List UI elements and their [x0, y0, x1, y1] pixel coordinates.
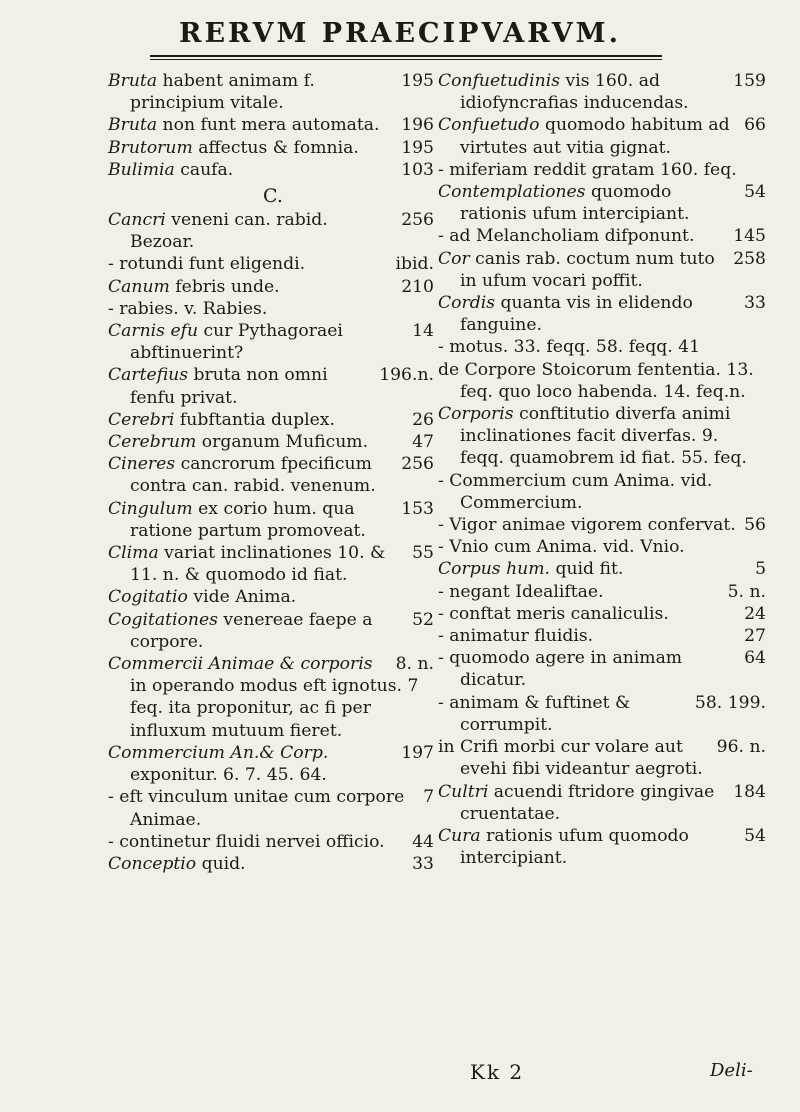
entry-text: - continetur fluidi nervei officio. — [108, 831, 385, 852]
page-reference: 5. n. — [727, 581, 766, 602]
entry-text: quid fit. — [549, 559, 624, 580]
page-reference: 26 — [412, 409, 434, 430]
page-reference: 27 — [744, 626, 766, 647]
entry-headword: Conceptio — [108, 853, 197, 874]
index-entry — [108, 137, 438, 159]
index-entry — [108, 609, 438, 653]
entry-headword: Cerebri — [108, 409, 175, 430]
entry-text: de Corpore Stoicorum fententia. 13. feq. quo loco habenda. 14. feq.n. — [438, 359, 754, 402]
entry-text: habent animam f. principium vitale. — [130, 71, 315, 114]
page-header: RERVM PRAECIPVARVM. — [179, 18, 621, 49]
index-entry — [438, 225, 770, 247]
entry-text: - rabies. v. Rabies. — [108, 298, 268, 319]
entry-text: febris unde. — [169, 276, 280, 297]
page-reference: 153 — [401, 498, 434, 519]
entry-text: acuendi ftridore gingivae cruentatae. — [460, 781, 715, 824]
entry-text: - conftat meris canaliculis. — [438, 603, 669, 624]
entry-text: in Crifi morbi cur volare aut evehi fibi videantur aegroti. — [438, 737, 703, 780]
index-entry — [438, 359, 770, 403]
page-reference: 24 — [744, 603, 766, 624]
entry-text: - eft vinculum unitae cum corpore Animae. — [108, 787, 405, 830]
index-entry — [108, 786, 438, 830]
entry-text: quomodo habitum ad virtutes aut vitia gignat. — [460, 115, 730, 158]
entry-headword: Confuetudo — [438, 115, 540, 136]
entry-text: caufa. — [174, 159, 234, 180]
entry-text: - Commercium cum Anima. vid. Commercium. — [438, 470, 713, 513]
entry-headword: Cogitatio — [108, 587, 188, 608]
page-reference: ibid. — [395, 254, 434, 275]
header-rule — [150, 55, 662, 57]
index-entry — [108, 542, 438, 586]
page-reference: 7 — [423, 787, 434, 808]
index-entry — [108, 253, 438, 275]
entry-text: bruta non omni fenfu privat. — [130, 365, 328, 408]
page-reference: 196 — [401, 115, 434, 136]
index-entry — [438, 159, 770, 181]
section-letter: C. — [263, 185, 283, 208]
page-reference: 64 — [744, 648, 766, 669]
entry-headword: Cultri — [438, 781, 489, 802]
entry-text: - motus. 33. feqq. 58. feqq. 41 — [438, 337, 701, 358]
entry-text: organum Muficum. — [196, 432, 369, 453]
entry-headword: Commercium An.& Corp. — [108, 742, 329, 763]
entry-headword: Bruta — [108, 115, 158, 136]
index-entry — [108, 742, 438, 786]
index-entry — [108, 831, 438, 853]
entry-text: cancrorum fpecificum contra can. rabid. venenum. — [130, 454, 376, 497]
index-entry — [438, 181, 770, 225]
index-entry — [108, 364, 438, 408]
right-index-column — [438, 70, 770, 869]
entry-text: - quomodo agere in animam dicatur. — [438, 648, 683, 691]
entry-text: vide Anima. — [187, 587, 297, 608]
entry-headword: Cura — [438, 825, 481, 846]
page-reference: 44 — [412, 831, 434, 852]
entry-text: fubftantia duplex. — [174, 409, 335, 430]
entry-headword: Cartefius — [108, 365, 189, 386]
page-reference: 256 — [401, 454, 434, 475]
entry-text: - negant Idealiftae. — [438, 581, 604, 602]
entry-text: venereae faepe a corpore. — [130, 609, 373, 652]
page-reference: 55 — [412, 543, 434, 564]
entry-text: - Vigor animae vigorem confervat. — [438, 515, 736, 536]
entry-headword: Cor — [438, 248, 470, 269]
page-reference: 197 — [401, 742, 434, 763]
index-entry — [438, 470, 770, 514]
index-entry — [438, 114, 770, 158]
entry-headword: Bruta — [108, 71, 158, 91]
entry-headword: Commercii Animae & corporis — [108, 654, 373, 675]
page-reference: 96. n. — [716, 737, 766, 758]
index-entry — [438, 336, 770, 358]
entry-text: quomodo rationis ufum intercipiant. — [460, 182, 690, 225]
page-reference: 103 — [401, 159, 434, 180]
index-entry — [108, 453, 438, 497]
entry-text: - animatur fluidis. — [438, 626, 594, 647]
signature-mark: Kk 2 — [470, 1060, 525, 1084]
page-reference: 210 — [401, 276, 434, 297]
index-entry — [108, 409, 438, 431]
header-rule-thin — [150, 59, 662, 60]
entry-headword: Contemplationes — [438, 182, 586, 203]
entry-text: in operando modus eft ignotus. 7 feq. ita proponitur, ac fi per influxum mutuum fieret. — [130, 676, 419, 741]
entry-text: - rotundi funt eligendi. — [108, 254, 306, 275]
page-reference: 8. n. — [395, 654, 434, 675]
entry-text: conftitutio diverfa animi inclinationes facit diverfas. 9. feqq. quamobrem id fiat. 55. feq. — [460, 404, 747, 469]
entry-text: affectus & fomnia. — [192, 137, 359, 158]
index-entry — [108, 320, 438, 364]
index-entry — [438, 70, 770, 114]
entry-text: ex corio hum. qua ratione partum promoveat. — [130, 498, 366, 541]
entry-headword: Cineres — [108, 454, 176, 475]
page-reference: 195 — [401, 137, 434, 158]
index-entry — [108, 586, 438, 608]
entry-text: quid. — [196, 853, 246, 874]
index-entry — [438, 603, 770, 625]
index-entry — [438, 625, 770, 647]
entry-headword: Clima — [108, 543, 159, 564]
index-entry — [108, 159, 438, 181]
entry-text: exponitur. 6. 7. 45. 64. — [130, 765, 327, 786]
index-entry — [438, 403, 770, 470]
page-reference: 196.n. — [379, 365, 434, 386]
entry-text: vis 160. ad idiofyncrafias inducendas. — [460, 71, 689, 114]
page-reference: 256 — [401, 210, 434, 231]
index-entry — [108, 276, 438, 298]
page-reference: 5 — [755, 559, 766, 580]
index-entry — [438, 514, 770, 536]
entry-text: cur Pythagoraei abftinuerint? — [130, 321, 343, 364]
entry-headword: Corporis — [438, 404, 514, 425]
entry-text: canis rab. coctum num tuto in ufum vocari poffit. — [460, 248, 715, 291]
entry-text: quanta vis in elidendo fanguine. — [460, 293, 693, 336]
left-index-column — [108, 70, 438, 875]
page-reference: 145 — [733, 226, 766, 247]
entry-text: - animam & fuftinet & corrumpit. — [438, 692, 631, 735]
index-entry — [438, 581, 770, 603]
entry-text: - Vnio cum Anima. vid. Vnio. — [438, 537, 685, 558]
entry-headword: Bulimia — [108, 159, 175, 180]
index-entry — [438, 558, 770, 580]
index-entry — [108, 209, 438, 253]
page-reference: 54 — [744, 182, 766, 203]
page-reference: 33 — [412, 853, 434, 874]
page-reference: 58. 199. — [694, 692, 766, 713]
index-entry — [438, 248, 770, 292]
index-entry — [108, 298, 438, 320]
index-entry — [438, 825, 770, 869]
page-reference: 56 — [744, 515, 766, 536]
index-entry — [438, 692, 770, 736]
index-entry — [438, 536, 770, 558]
entry-headword: Cogitationes — [108, 609, 218, 630]
index-entry — [108, 853, 438, 875]
index-entry — [108, 653, 438, 742]
entry-text: rationis ufum quomodo intercipiant. — [460, 825, 689, 869]
entry-headword: Carnis efu — [108, 321, 199, 342]
page-reference: 14 — [412, 321, 434, 342]
page-reference: 66 — [744, 115, 766, 136]
entry-headword: Brutorum — [108, 137, 193, 158]
entry-text: non funt mera automata. — [157, 115, 380, 136]
entry-text: - ad Melancholiam difponunt. — [438, 226, 695, 247]
entry-headword: Canum — [108, 276, 170, 297]
entry-headword: Cingulum — [108, 498, 193, 519]
entry-headword: Corpus hum. — [438, 559, 550, 580]
index-entry — [108, 114, 438, 136]
entry-headword: Cordis — [438, 293, 496, 314]
entry-text: - miferiam reddit gratam 160. feq. — [438, 159, 737, 180]
page-reference: 33 — [744, 293, 766, 314]
page-reference: 54 — [744, 825, 766, 846]
entry-text: variat inclinationes 10. & 11. n. & quomodo id fiat. — [130, 543, 386, 586]
page-reference: 195 — [401, 71, 434, 91]
entry-headword: Confuetudinis — [438, 71, 561, 91]
index-entry — [438, 736, 770, 780]
index-entry — [108, 431, 438, 453]
page-reference: 184 — [733, 781, 766, 802]
page-reference: 47 — [412, 432, 434, 453]
page-reference: 159 — [733, 71, 766, 91]
entry-headword: Cancri — [108, 210, 166, 231]
index-entry — [438, 647, 770, 691]
index-entry — [438, 292, 770, 336]
catchword: Deli- — [710, 1060, 753, 1081]
page-reference: 258 — [733, 248, 766, 269]
index-entry — [108, 70, 438, 114]
page-reference: 52 — [412, 609, 434, 630]
entry-text: veneni can. rabid. Bezoar. — [130, 210, 328, 253]
index-entry — [108, 498, 438, 542]
entry-headword: Cerebrum — [108, 432, 197, 453]
index-entry — [438, 781, 770, 825]
